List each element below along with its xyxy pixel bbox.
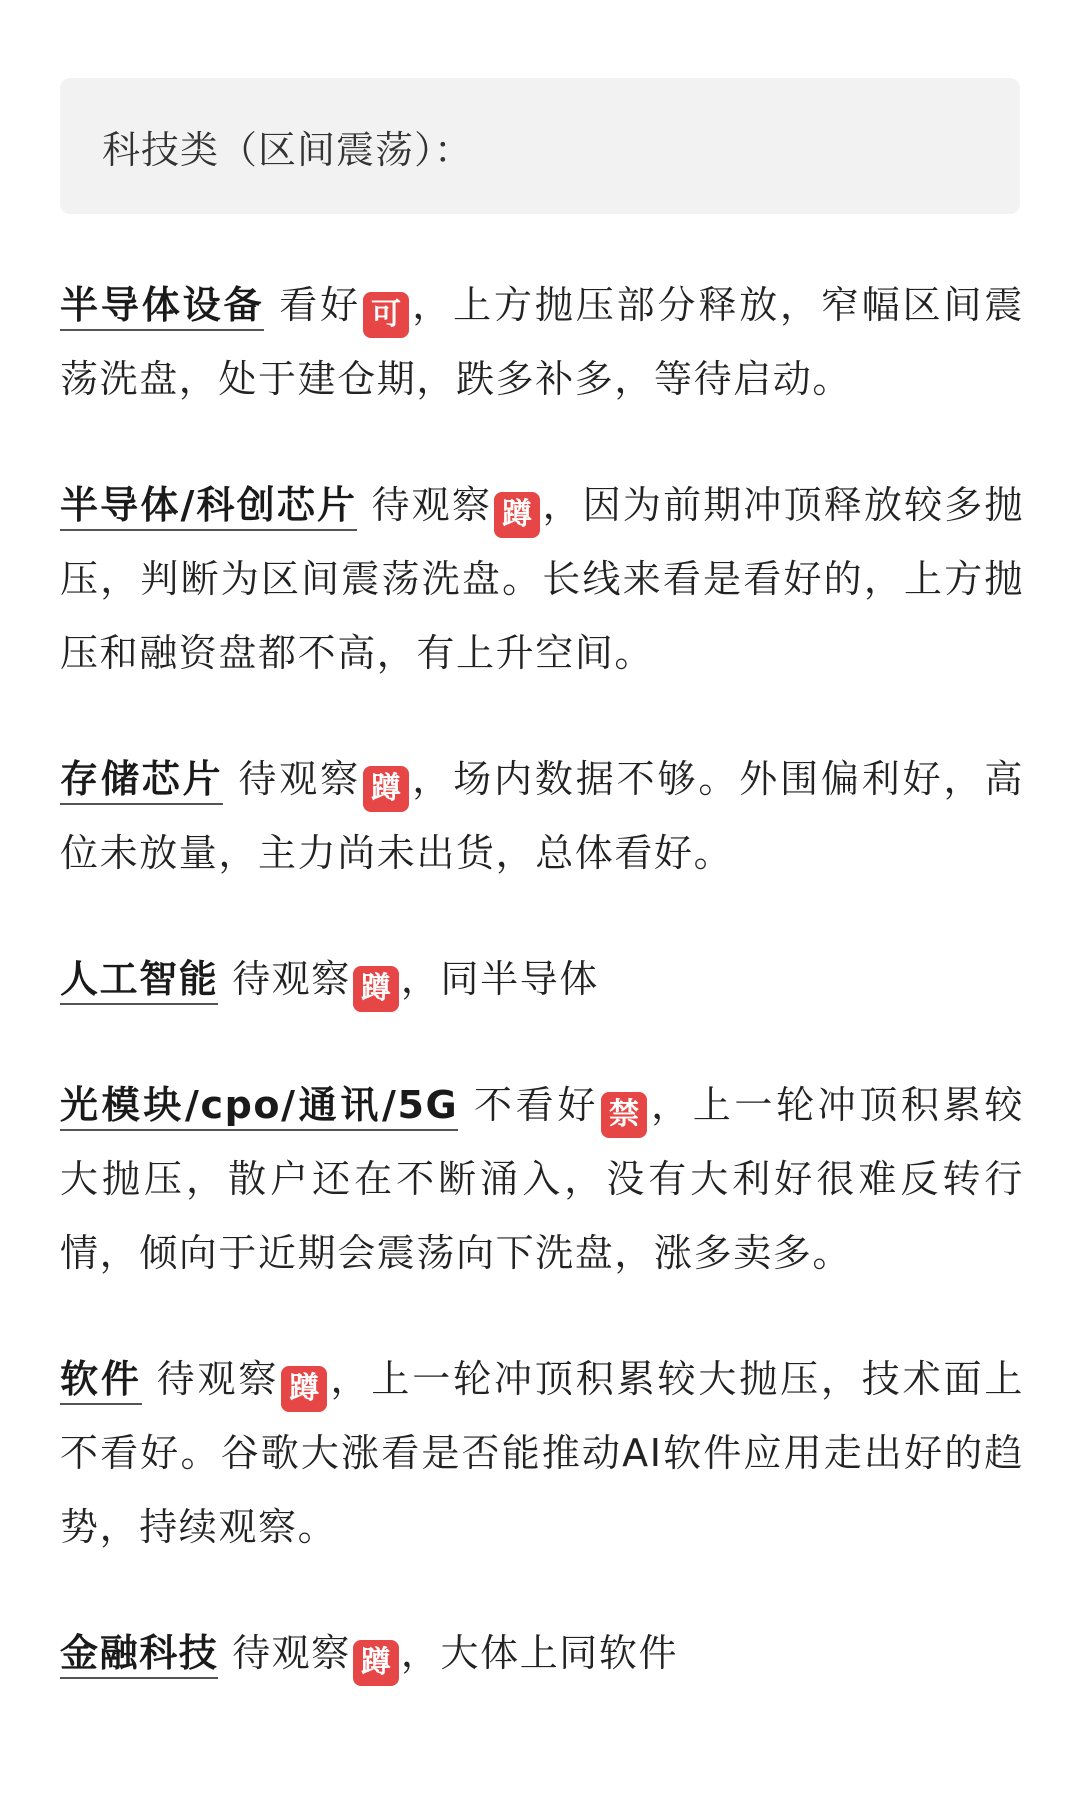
section-optical-modules: [60, 1068, 1024, 1290]
section-verdict: 待观察: [218, 957, 351, 1001]
dun-badge-icon: 蹲: [281, 1366, 327, 1412]
section-keyword: 半导体/科创芯片: [60, 483, 357, 531]
section-keyword: 软件: [60, 1357, 142, 1405]
section-software: [60, 1342, 1024, 1564]
content: [60, 268, 1024, 1742]
section-keyword: 光模块/cpo/通讯/5G: [60, 1083, 458, 1131]
section-semiconductor-equipment: [60, 268, 1024, 416]
section-text: ，上方抛压部分释放，窄幅区间震荡洗盘，处于建仓期，跌多补多，等待启动。: [60, 283, 1024, 401]
dun-badge-icon: 蹲: [353, 1640, 399, 1686]
section-keyword: 存储芯片: [60, 757, 223, 805]
section-verdict: 不看好: [458, 1083, 600, 1127]
section-semiconductor-chips: [60, 468, 1024, 690]
section-storage-chips: [60, 742, 1024, 890]
dun-badge-icon: 蹲: [363, 766, 409, 812]
section-text: ，上一轮冲顶积累较大抛压，技术面上不看好。谷歌大涨看是否能推动AI软件应用走出好的趋势，持续观察。: [60, 1357, 1024, 1549]
header-title: 科技类（区间震荡）：: [102, 127, 474, 172]
section-text: ，场内数据不够。外围偏利好，高位未放量，主力尚未出货，总体看好。: [60, 757, 1024, 875]
section-ai: [60, 942, 1024, 1016]
section-verdict: 待观察: [218, 1631, 351, 1675]
section-verdict: 看好: [264, 283, 362, 327]
jin-badge-icon: 禁: [601, 1092, 647, 1138]
dun-badge-icon: 蹲: [353, 966, 399, 1012]
section-text: ，大体上同软件: [400, 1631, 679, 1675]
section-keyword: 人工智能: [60, 957, 218, 1005]
section-text: ，上一轮冲顶积累较大抛压，散户还在不断涌入，没有大利好很难反转行情，倾向于近期会震荡向下洗盘，涨多卖多。: [60, 1083, 1024, 1275]
section-text: ，因为前期冲顶释放较多抛压，判断为区间震荡洗盘。长线来看是看好的，上方抛压和融资盘都不高，有上升空间。: [60, 483, 1025, 675]
section-fintech: [60, 1616, 1024, 1690]
section-keyword: 半导体设备: [60, 283, 264, 331]
section-verdict: 待观察: [141, 1357, 280, 1401]
header-box: [60, 78, 1020, 214]
ke-badge-icon: 可: [363, 292, 409, 338]
section-text: ，同半导体: [400, 957, 599, 1001]
section-verdict: 待观察: [223, 757, 362, 801]
section-keyword: 金融科技: [60, 1631, 218, 1679]
section-verdict: 待观察: [357, 483, 492, 527]
dun-badge-icon: 蹲: [494, 492, 540, 538]
